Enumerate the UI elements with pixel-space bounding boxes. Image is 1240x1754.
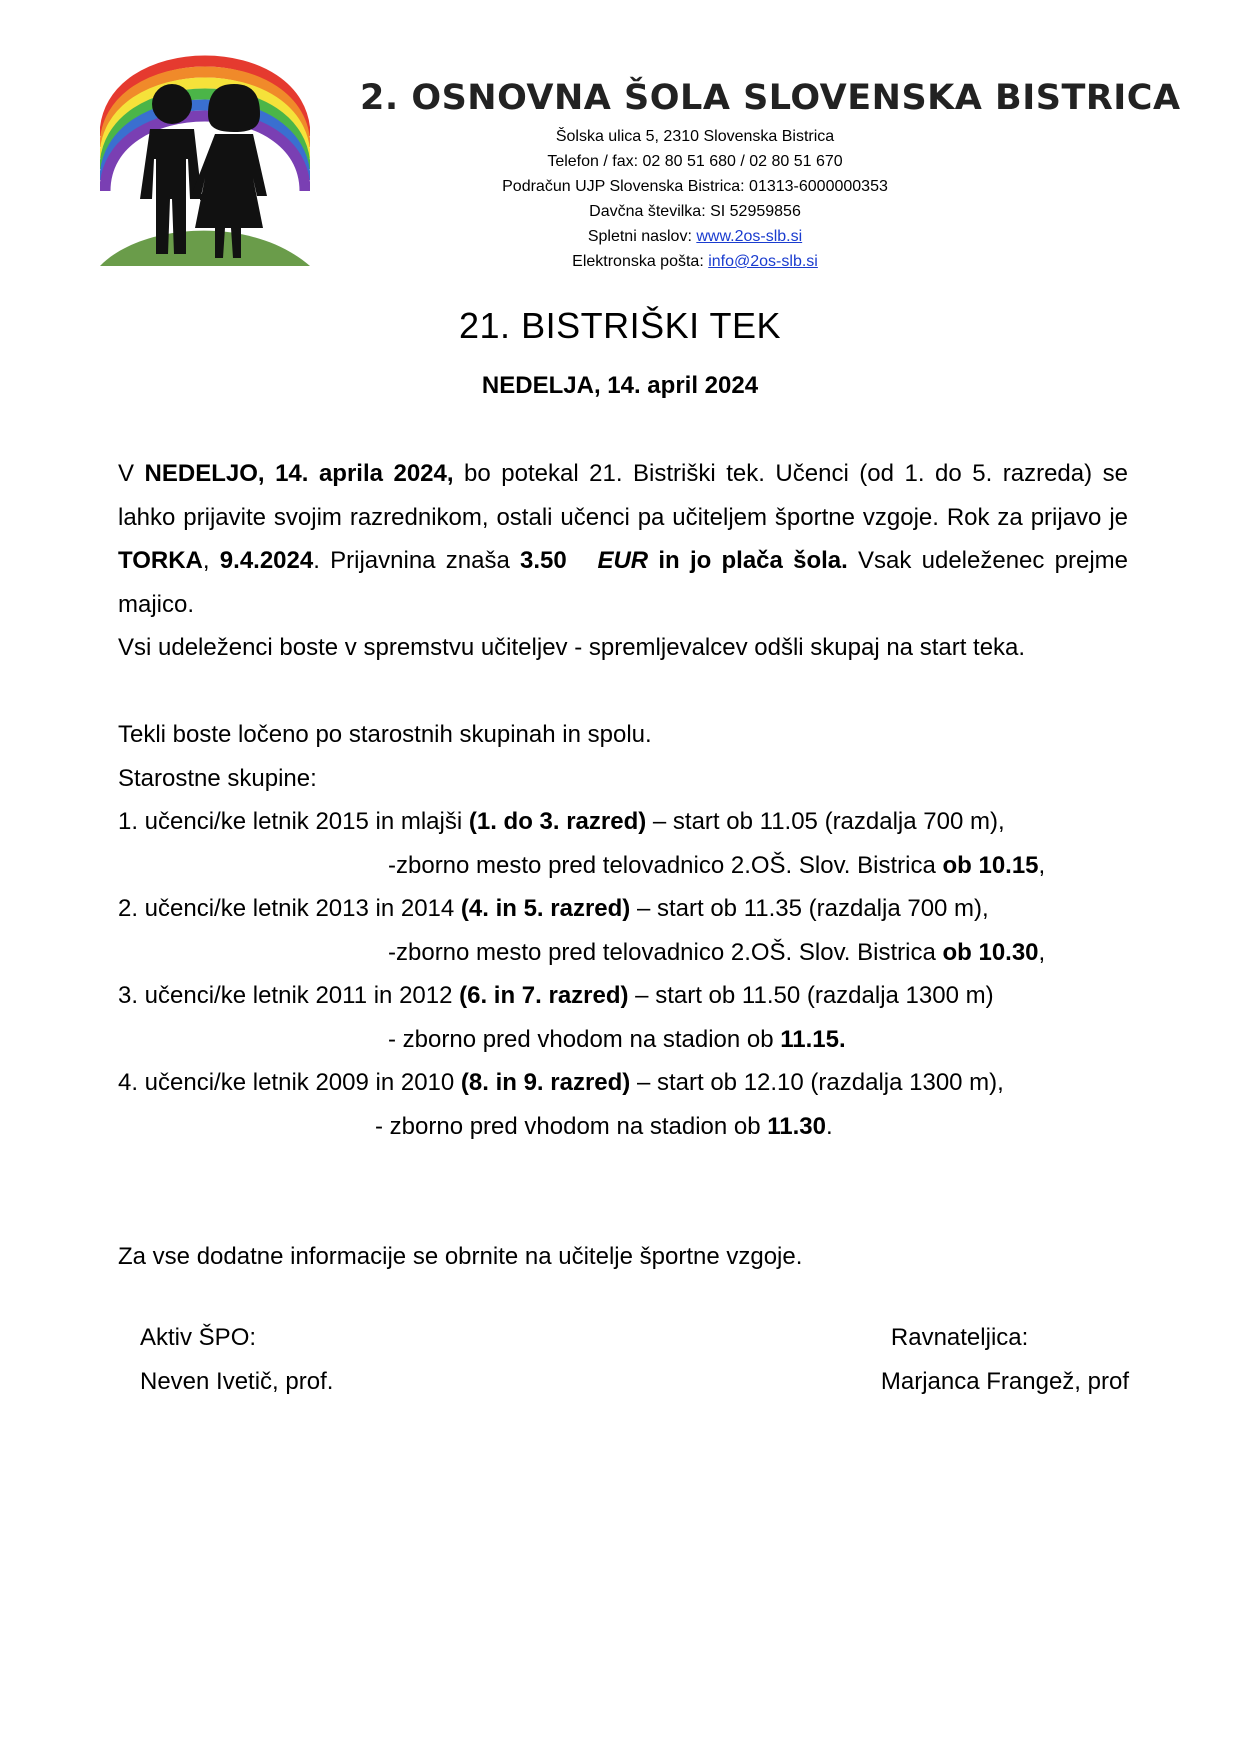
website-link[interactable]: www.2os-slb.si <box>696 228 803 245</box>
signature-right <box>881 1316 1129 1404</box>
signature-left-role: Aktiv ŠPO: <box>140 1324 257 1351</box>
address: Šolska ulica 5, 2310 Slovenska Bistrica <box>555 128 835 145</box>
groups-intro: Tekli boste ločeno po starostnih skupinah in spolu. <box>118 721 652 748</box>
signature-right-name: Marjanca Frangež, prof <box>880 1368 1129 1395</box>
tax-number: Davčna številka: SI 52959856 <box>589 203 801 220</box>
school-name: 2. OSNOVNA ŠOLA SLOVENSKA BISTRICA <box>360 78 1181 118</box>
website-line <box>440 224 950 249</box>
group-meeting-line: -zborno mesto pred telovadnico 2.OŠ. Slov. Bistrica ob 10.15, <box>388 851 1046 879</box>
escort-paragraph: Vsi udeleženci boste v spremstvu učiteljev - spremljevalcev odšli skupaj na start teka. <box>118 634 1026 661</box>
group-line: 4. učenci/ke letnik 2009 in 2010 (8. in 9. razred) – start ob 12.10 (razdalja 1300 m), <box>118 1069 1004 1096</box>
closing-paragraph: Za vse dodatne informacije se obrnite na učitelje športne vzgoje. <box>118 1243 803 1270</box>
email-link[interactable]: info@2os-slb.si <box>708 253 818 270</box>
website-label: Spletni naslov: <box>587 228 697 245</box>
group-meeting-line: - zborno pred vhodom na stadion ob 11.15. <box>388 1025 846 1053</box>
group-line: 2. učenci/ke letnik 2013 in 2014 (4. in 5. razred) – start ob 11.35 (razdalja 700 m), <box>118 895 989 922</box>
signature-right-role: Ravnateljica: <box>890 1324 1029 1351</box>
document-subtitle: NEDELJA, 14. april 2024 <box>481 372 759 399</box>
school-logo <box>100 44 310 266</box>
group-line: 1. učenci/ke letnik 2015 in mlajši (1. do 3. razred) – start ob 11.05 (razdalja 700 m), <box>118 808 1005 835</box>
document-title: 21. BISTRIŠKI TEK <box>459 305 781 346</box>
groups-heading: Starostne skupine: <box>118 764 317 792</box>
green-hill <box>100 231 310 266</box>
phone: Telefon / fax: 02 80 51 680 / 02 80 51 670 <box>547 153 843 170</box>
bank-account: Podračun UJP Slovenska Bistrica: 01313-6000000353 <box>502 178 888 195</box>
group-meeting-line: - zborno pred vhodom na stadion ob 11.30. <box>375 1112 833 1140</box>
intro-paragraph: V NEDELJO, 14. aprila 2024, bo potekal 21. Bistriški tek. Učenci (od 1. do 5. razreda) se lahko prijavite svojim razrednikom, ostali učenci pa učiteljem športne vzgoje. Rok za prijavo je TORKA, 9.4.2024. Prijavnina znaša 3.50 EUR in jo plača šola. Vsak udeleženec prejme majico. <box>118 460 1129 618</box>
signature-left-name: Neven Ivetič, prof. <box>140 1368 334 1395</box>
group-line: 3. učenci/ke letnik 2011 in 2012 (6. in 7. razred) – start ob 11.50 (razdalja 1300 m) <box>118 982 994 1009</box>
email-line <box>440 249 950 274</box>
contact-block <box>440 124 950 274</box>
signature-left <box>140 1316 333 1404</box>
document-body <box>118 452 1128 1279</box>
email-label: Elektronska pošta: <box>572 253 709 270</box>
group-meeting-line: -zborno mesto pred telovadnico 2.OŠ. Slov. Bistrica ob 10.30, <box>388 938 1046 966</box>
